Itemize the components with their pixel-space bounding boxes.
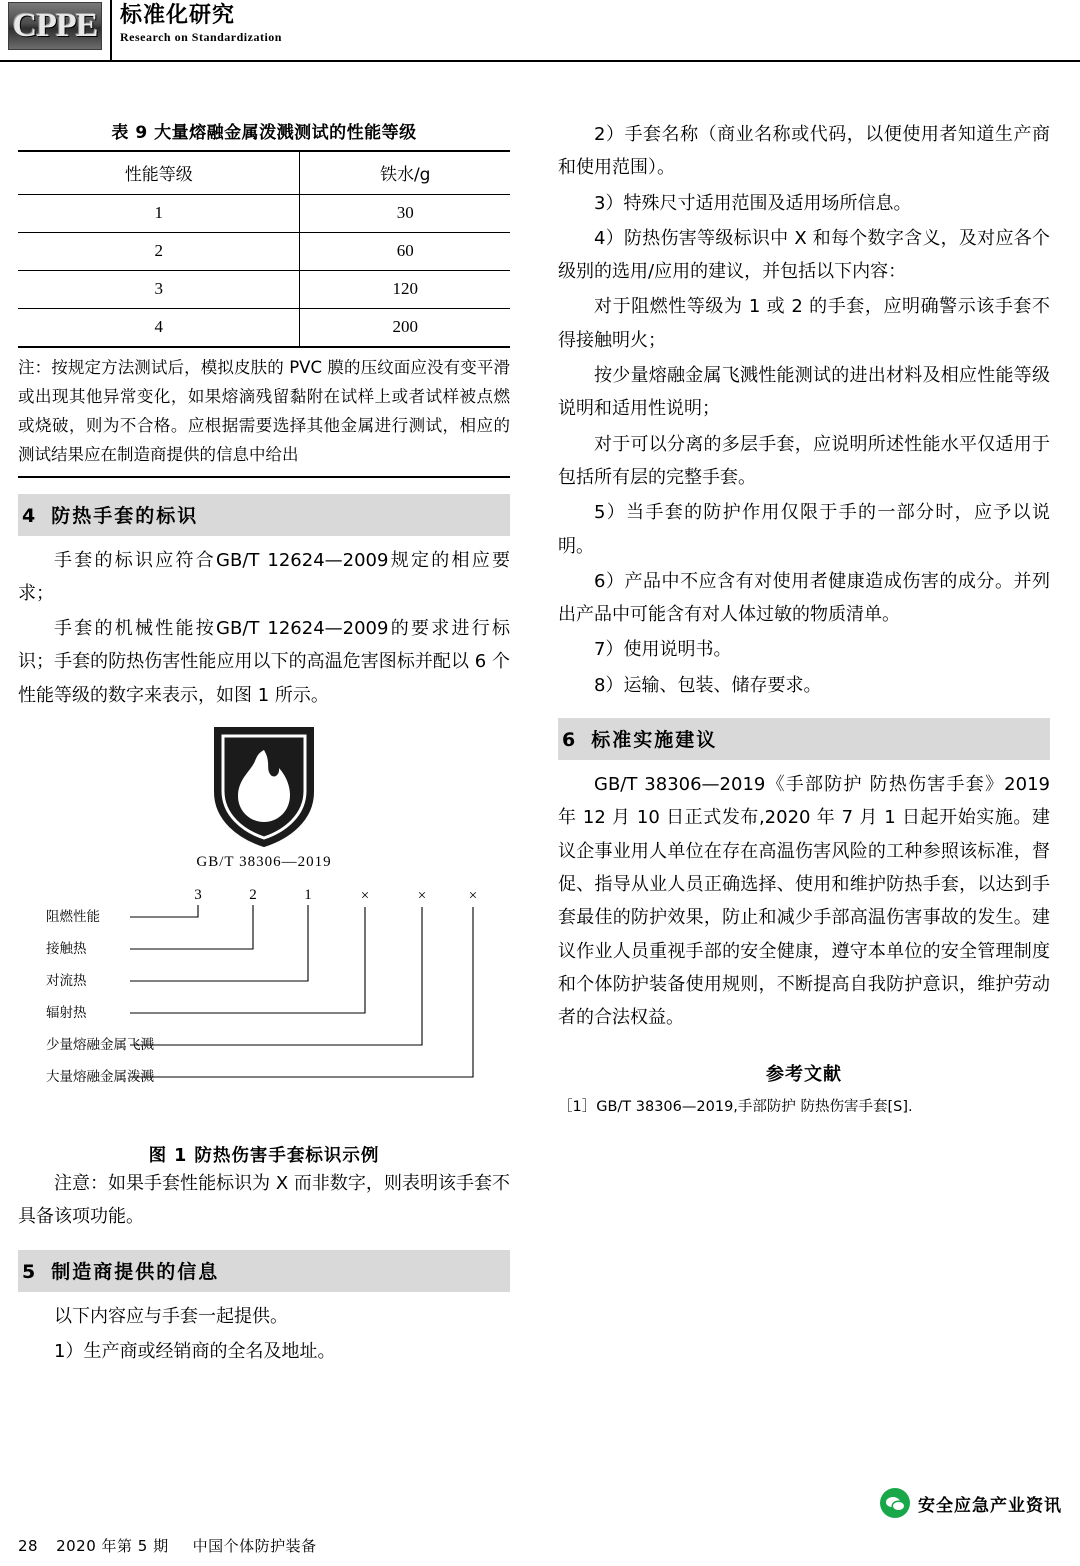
page-header <box>0 0 1080 62</box>
section-5-item-7: 7）使用说明书。 <box>594 639 732 661</box>
section-5-paragraph-1: 以下内容应与手套一起提供。 <box>54 1305 288 1327</box>
diagram-label-2: 接触热 <box>46 940 87 957</box>
section-5-subitem-3: 对于可以分离的多层手套，应说明所述性能水平仅适用于包括所有层的完整手套。 <box>558 433 1050 488</box>
section-6-paragraph-1: GB/T 38306—2019《手部防护 防热伤害手套》2019 年 12 月 10 日正式发布,2020 年 7 月 1 日起开始实施。建议企事业用人单位在存在高温伤害风险的工种参照该标准，督促、指导从业人员正确选择、使用和维护防热手套，以达到手套最佳的防护效果，防止和减少手部高温伤害事故的发生。建议作业人员重视手部的安全健康，遵守本单位的安全管理制度和个体防护装备使用规则，不断提高自我防护意识，维护劳动者的合法权益。 <box>558 774 1050 1029</box>
section-4-note: 注意：如果手套性能标识为 X 而非数字，则表明该手套不具备该项功能。 <box>18 1172 510 1228</box>
table-header-row <box>18 151 510 195</box>
section-4-title: 防热手套的标识 <box>51 504 199 527</box>
page-number: 28 <box>18 1537 39 1555</box>
table-caption: 表 9 大量熔融金属泼溅测试的性能等级 <box>111 123 417 143</box>
diagram-digit-5: × <box>417 887 427 904</box>
section-4-paragraph-1: 手套的标识应符合GB/T 12624—2009规定的相应要求； <box>18 549 510 604</box>
diagram-label-6: 大量熔融金属泼溅 <box>46 1068 154 1085</box>
wechat-icon <box>880 1488 910 1518</box>
references-heading: 参考文献 <box>766 1064 842 1086</box>
left-column <box>18 118 510 1370</box>
table-cell-level: 3 <box>18 271 300 309</box>
header-title-en: Research on Standardization <box>120 30 282 44</box>
figure-1 <box>18 722 510 871</box>
section-5-subitem-2: 按少量熔融金属飞溅性能测试的进出材料及相应性能等级说明和适用性说明； <box>558 365 1050 420</box>
performance-level-table <box>18 150 510 348</box>
diagram-digit-2: 2 <box>249 886 257 903</box>
table-note: 注：按规定方法测试后，模拟皮肤的 PVC 膜的压纹面应没有变平滑或出现其他异常变化，如果熔滴残留黏附在试样上或者试样被点燃或烧破，则为不合格。应根据需要选择其他金属进行测试，相应的测试结果应在制造商提供的信息中给出 <box>18 354 510 478</box>
table-row <box>18 233 510 271</box>
right-column <box>558 118 1050 1120</box>
header-divider <box>110 0 112 62</box>
diagram-label-3: 对流热 <box>46 972 87 989</box>
table-cell-level: 2 <box>18 233 300 271</box>
table-cell-iron: 60 <box>300 233 510 271</box>
table-col-header-level: 性能等级 <box>18 151 300 195</box>
table-cell-level: 1 <box>18 195 300 233</box>
table-row <box>18 195 510 233</box>
diagram-label-4: 辐射热 <box>46 1004 87 1021</box>
table-cell-level: 4 <box>18 309 300 348</box>
table-col-header-iron: 铁水/g <box>300 151 510 195</box>
footer-journal: 中国个体防护装备 <box>192 1537 317 1555</box>
diagram-digit-4: × <box>360 887 370 904</box>
section-heading-5 <box>18 1250 510 1292</box>
section-5-item-6: 6）产品中不应含有对使用者健康造成伤害的成分。并列出产品中可能含有对人体过敏的物质清单。 <box>558 570 1050 626</box>
table-cell-iron: 200 <box>300 309 510 348</box>
section-5-item-3: 3）特殊尺寸适用范围及适用场所信息。 <box>594 192 912 214</box>
table-cell-iron: 120 <box>300 271 510 309</box>
figure-1-caption: 图 1 防热伤害手套标识示例 <box>148 1145 380 1166</box>
section-5-item-1: 1）生产商或经销商的全名及地址。 <box>54 1340 336 1362</box>
section-5-item-5: 5）当手套的防护作用仅限于手的一部分时，应予以说明。 <box>558 502 1050 557</box>
table-cell-iron: 30 <box>300 195 510 233</box>
section-5-item-8: 8）运输、包装、储存要求。 <box>594 674 822 696</box>
table-row <box>18 309 510 348</box>
diagram-label-5: 少量熔融金属飞溅 <box>46 1036 154 1053</box>
section-heading-4 <box>18 494 510 536</box>
section-5-number: 5 <box>22 1260 38 1283</box>
section-4-number: 4 <box>22 504 38 527</box>
section-5-subitem-1: 对于阻燃性等级为 1 或 2 的手套，应明确警示该手套不得接触明火； <box>558 296 1050 351</box>
table-row <box>18 271 510 309</box>
section-4-paragraph-2: 手套的机械性能按GB/T 12624—2009的要求进行标识；手套的防热伤害性能应用以下的高温危害图标并配以 6 个性能等级的数字来表示，如图 1 所示。 <box>18 618 510 706</box>
diagram-digit-3: 1 <box>304 886 312 903</box>
header-title-cn: 标准化研究 <box>120 3 236 28</box>
page-footer <box>18 1535 317 1556</box>
diagram-digit-1: 3 <box>194 886 202 903</box>
wechat-official-account <box>880 1488 1062 1518</box>
section-6-title: 标准实施建议 <box>591 729 718 752</box>
section-6-number: 6 <box>562 729 578 752</box>
diagram-label-1: 阻燃性能 <box>46 908 100 925</box>
diagram-digit-6: × <box>468 887 478 904</box>
figure-standard-code: GB/T 38306—2019 <box>196 853 332 870</box>
footer-issue: 2020 年第 5 期 <box>56 1537 169 1555</box>
reference-item-1: ［1］GB/T 38306—2019,手部防护 防热伤害手套[S]. <box>558 1099 913 1116</box>
cppe-logo <box>8 2 102 50</box>
wechat-account-label: 安全应急产业资讯 <box>918 1495 1062 1516</box>
cppe-logo-text: CPPE <box>12 7 98 44</box>
section-5-item-2: 2）手套名称（商业名称或代码，以便使用者知道生产商和使用范围）。 <box>558 124 1050 179</box>
section-heading-6 <box>558 718 1050 760</box>
marking-explanation-diagram <box>18 885 510 1125</box>
section-5-title: 制造商提供的信息 <box>51 1260 220 1283</box>
section-5-item-4: 4）防热伤害等级标识中 X 和每个数字含义，及对应各个级别的选用/应用的建议，并包括以下内容： <box>558 227 1050 283</box>
heat-hazard-pictogram-icon <box>209 722 319 850</box>
